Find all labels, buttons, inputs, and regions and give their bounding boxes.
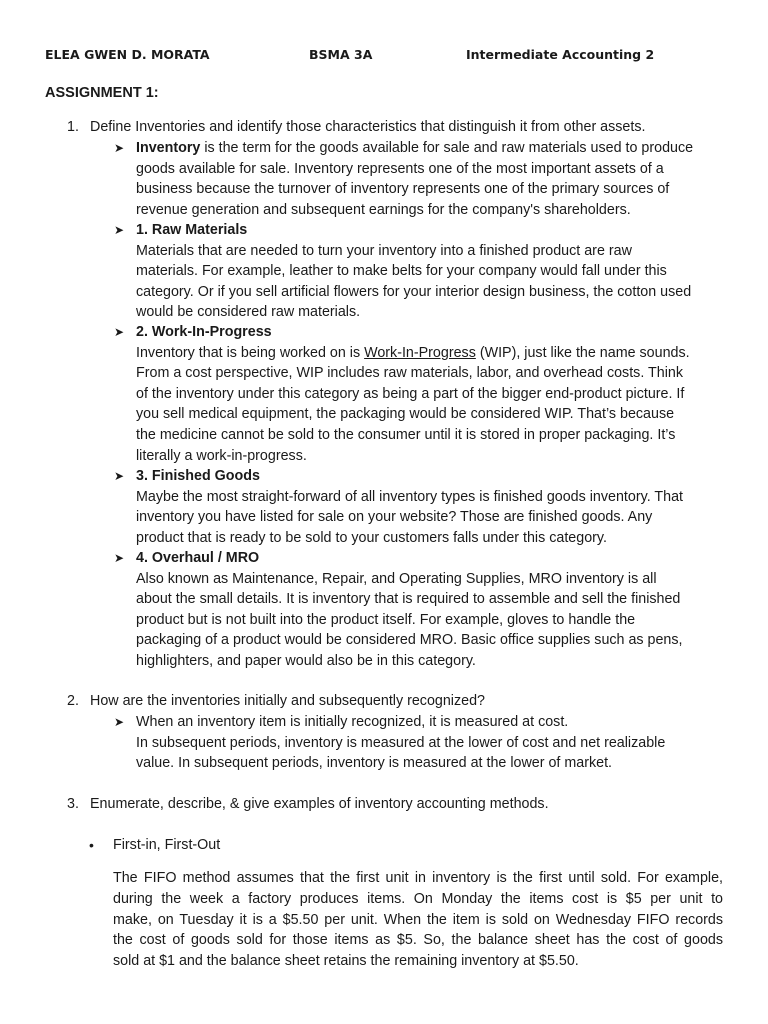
paragraph-line: Materials that are needed to turn your inventory into a finished product are raw bbox=[136, 242, 632, 259]
fifo-description bbox=[113, 868, 723, 972]
arrow-bullet-icon: ➤ bbox=[114, 223, 125, 237]
question-3 bbox=[67, 794, 549, 815]
paragraph-line: you sell medical equipment, the packaging would be considered WIP. That’s because bbox=[136, 406, 675, 423]
paragraph-line: inventory you have listed for sale on your website? Those are finished goods. Any bbox=[136, 509, 653, 526]
paragraph-line: revenue generation and subsequent earnings for the company's shareholders. bbox=[136, 201, 631, 218]
paragraph-line: make, on Tuesday it is a $5.50 per unit. When the item is sold on Wednesday FIFO records bbox=[113, 911, 723, 928]
question-1 bbox=[67, 117, 645, 138]
paragraph-line: highlighters, and paper would also be in this category. bbox=[136, 652, 476, 669]
work-in-progress-section bbox=[114, 322, 728, 466]
paragraph-line: literally a work-in-progress. bbox=[136, 447, 307, 464]
dot-bullet-icon: • bbox=[89, 837, 94, 853]
paragraph-line: product that is ready to be sold to your customers falls under this category. bbox=[136, 529, 607, 546]
wip-link[interactable]: Work-In-Progress bbox=[364, 344, 476, 361]
section-heading: 1. Raw Materials bbox=[136, 222, 248, 238]
question-text: How are the inventories initially and subsequently recognized? bbox=[90, 693, 485, 709]
recognition-answer bbox=[114, 712, 728, 774]
paragraph-text: Inventory that is being worked on is bbox=[136, 344, 365, 361]
arrow-bullet-icon: ➤ bbox=[114, 551, 125, 565]
subject-name: Intermediate Accounting 2 bbox=[466, 47, 655, 62]
question-number: 2. bbox=[67, 693, 79, 709]
paragraph-text: (WIP), just like the name sounds. bbox=[475, 344, 690, 361]
paragraph-line: In subsequent periods, inventory is measured at the lower of cost and net realizable bbox=[136, 734, 666, 751]
paragraph-line: business because the turnover of inventory represents one of the primary sources of bbox=[136, 181, 670, 198]
arrow-bullet-icon: ➤ bbox=[114, 325, 125, 339]
method-fifo-label: First-in, First-Out bbox=[113, 837, 221, 853]
question-number: 1. bbox=[67, 119, 79, 135]
paragraph-line: From a cost perspective, WIP includes raw materials, labor, and overhead costs. Think bbox=[136, 365, 683, 382]
paragraph-line: is the term for the goods available for sale and raw materials used to produce bbox=[200, 140, 694, 156]
term-inventory: Inventory bbox=[136, 140, 201, 156]
paragraph-line: packaging of a product would be considered MRO. Basic office supplies such as pens, bbox=[136, 632, 683, 649]
paragraph-line: the medicine cannot be sold to the consumer until it is stored in proper packaging. It’s bbox=[136, 426, 676, 443]
arrow-bullet-icon: ➤ bbox=[114, 469, 125, 483]
paragraph-line: category. Or if you sell artificial flowers for your interior design business, the cotton used bbox=[136, 283, 692, 300]
assignment-title: ASSIGNMENT 1: bbox=[45, 85, 159, 101]
finished-goods-section bbox=[114, 466, 728, 548]
paragraph-line: of the inventory under this category as being a part of the bigger end-product picture. If bbox=[136, 385, 685, 402]
document-header bbox=[45, 47, 745, 65]
paragraph-line: When an inventory item is initially recognized, it is measured at cost. bbox=[136, 714, 569, 730]
paragraph-line: product but is not built into the product itself. For example, gloves to handle the bbox=[136, 611, 636, 628]
question-number: 3. bbox=[67, 796, 79, 812]
paragraph-line: would be considered raw materials. bbox=[136, 304, 361, 321]
paragraph-line: sold at $1 and the balance sheet retains the remaining inventory at $5.50. bbox=[113, 953, 579, 970]
student-name: ELEA GWEN D. MORATA bbox=[45, 47, 210, 62]
question-2 bbox=[67, 691, 485, 712]
arrow-bullet-icon: ➤ bbox=[114, 715, 125, 729]
paragraph-line: The FIFO method assumes that the first unit in inventory is the first until sold. For example, bbox=[113, 870, 723, 886]
paragraph-line: materials. For example, leather to make belts for your company would fall under this bbox=[136, 263, 667, 280]
arrow-bullet-icon: ➤ bbox=[114, 141, 125, 155]
paragraph-line: goods available for sale. Inventory represents one of the most important assets of a bbox=[136, 160, 664, 177]
paragraph-line: the cost of goods sold for those items as $5. So, the balance sheet has the cost of goods bbox=[113, 932, 723, 949]
section-heading: 3. Finished Goods bbox=[136, 468, 260, 484]
raw-materials-section bbox=[114, 220, 728, 323]
section-heading: 4. Overhaul / MRO bbox=[136, 550, 260, 566]
inventory-definition bbox=[114, 138, 728, 220]
paragraph-line: Also known as Maintenance, Repair, and Operating Supplies, MRO inventory is all bbox=[136, 570, 657, 587]
paragraph-line: value. In subsequent periods, inventory is measured at the lower of market. bbox=[136, 755, 613, 772]
class-section: BSMA 3A bbox=[309, 47, 373, 62]
paragraph-line: about the small details. It is inventory that is required to assemble and sell the finished bbox=[136, 591, 681, 608]
paragraph-line: Maybe the most straight-forward of all inventory types is finished goods inventory. That bbox=[136, 488, 683, 505]
question-text: Enumerate, describe, & give examples of inventory accounting methods. bbox=[90, 796, 549, 812]
paragraph-line: during the week a factory produces items. On Monday the items cost is $5 per unit to bbox=[113, 890, 723, 907]
question-text: Define Inventories and identify those characteristics that distinguish it from other assets. bbox=[90, 119, 646, 135]
section-heading: 2. Work-In-Progress bbox=[136, 324, 272, 340]
mro-section bbox=[114, 548, 728, 672]
